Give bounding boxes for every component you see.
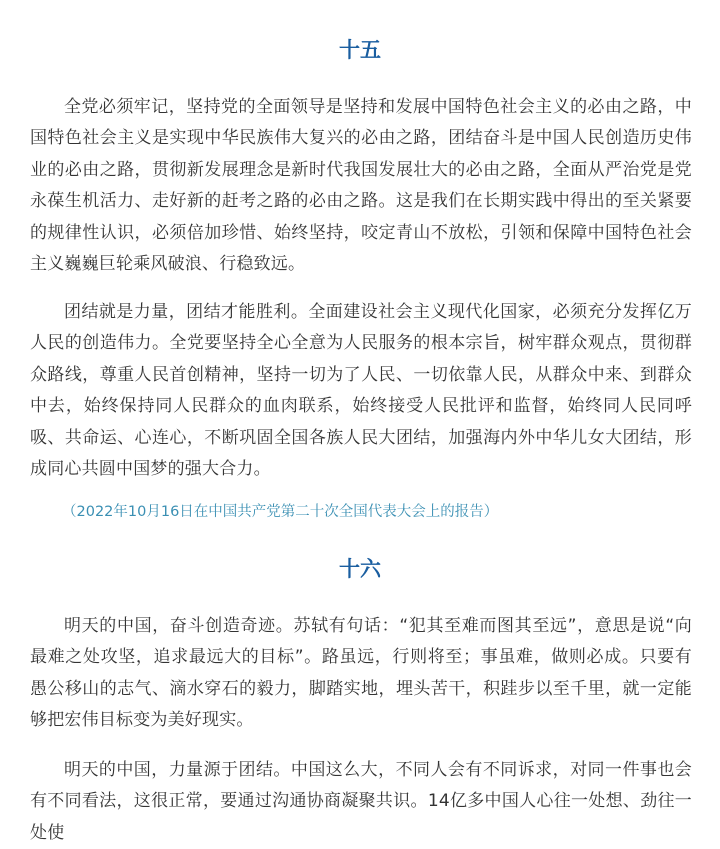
- section-heading-16: 十六: [339, 557, 381, 581]
- paragraph-16-2: 明天的中国，力量源于团结。中国这么大，不同人会有不同诉求，对同一件事也会有不同看法，这很正常，要通过沟通协商凝聚共识。14亿多中国人心往一处想、劲往一处使: [30, 760, 692, 843]
- source-citation: （2022年10月16日在中国共产党第二十次全国代表大会上的报告）: [62, 504, 499, 520]
- paragraph-15-2: 团结就是力量，团结才能胜利。全面建设社会主义现代化国家，必须充分发挥亿万人民的创造伟力。全党要坚持全心全意为人民服务的根本宗旨，树牢群众观点，贯彻群众路线，尊重人民首创精神，坚持一切为了人民、一切依靠人民，从群众中来、到群众中去，始终保持同人民群众的血肉联系，始终接受人民批评和监督，始终同人民同呼吸、共命运、心连心，不断巩固全国各族人民大团结，加强海内外中华儿女大团结，形成同心共圆中国梦的强大合力。: [30, 302, 692, 480]
- paragraph-16-1: 明天的中国，奋斗创造奇迹。苏轼有句话：“犯其至难而图其至远”，意思是说“向最难之处攻坚，追求最远大的目标”。路虽远，行则将至；事虽难，做则必成。只要有愚公移山的志气、滴水穿石的毅力，脚踏实地，埋头苦干，积跬步以至千里，就一定能够把宏伟目标变为美好现实。: [30, 616, 692, 731]
- paragraph-15-1: 全党必须牢记，坚持党的全面领导是坚持和发展中国特色社会主义的必由之路，中国特色社会主义是实现中华民族伟大复兴的必由之路，团结奋斗是中国人民创造历史伟业的必由之路，贯彻新发展理念是新时代我国发展壮大的必由之路，全面从严治党是党永葆生机活力、走好新的赶考之路的必由之路。这是我们在长期实践中得出的至关紧要的规律性认识，必须倍加珍惜、始终坚持，咬定青山不放松，引领和保障中国特色社会主义巍巍巨轮乘风破浪、行稳致远。: [30, 97, 692, 275]
- section-heading-15: 十五: [339, 38, 381, 62]
